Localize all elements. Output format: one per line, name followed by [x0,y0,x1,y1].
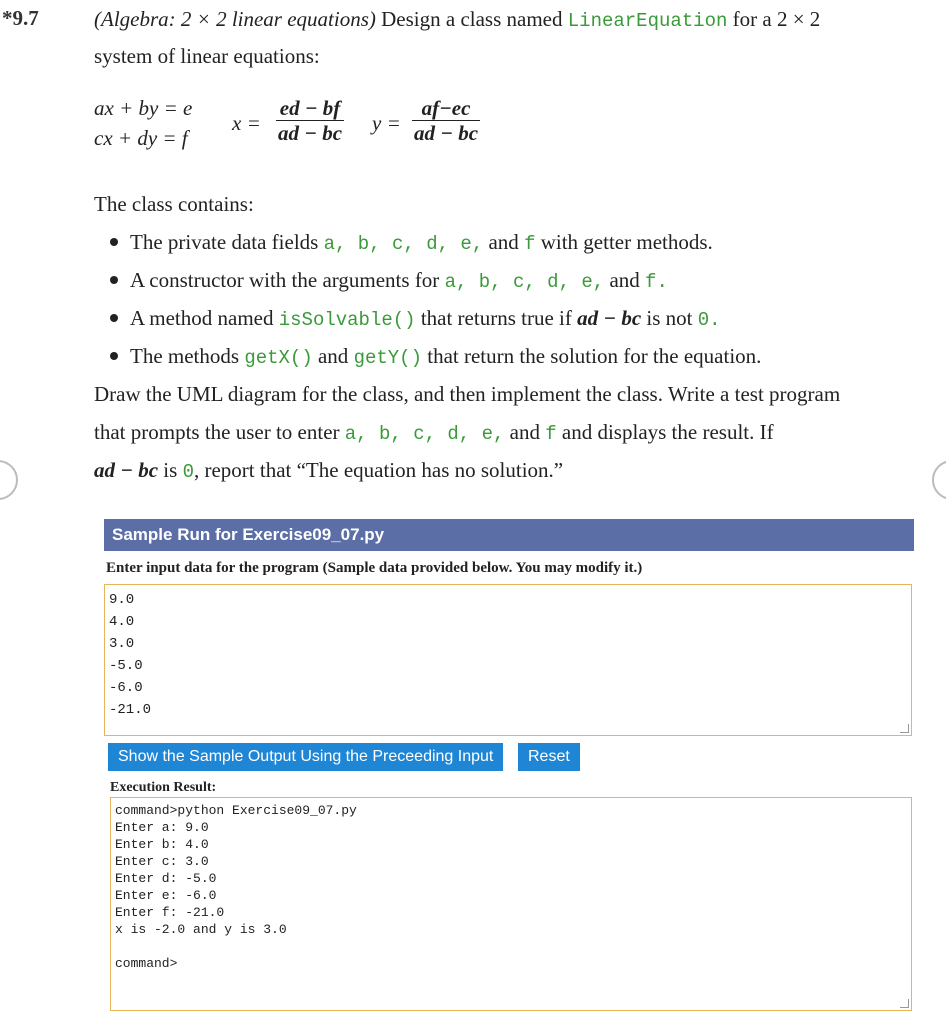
title-end-text: for a 2 × 2 [727,7,821,31]
bullet-3 [110,304,721,334]
b4-code2: getY() [353,347,422,369]
b3-mid: that returns true if [415,306,578,330]
paragraph-line-1: Draw the UML diagram for the class, and then implement the class. Write a test program [94,382,841,406]
paragraph-line-2 [94,418,774,448]
equation-1: ax + by = e [94,96,193,120]
exercise-title-line2: system of linear equations: [94,44,320,68]
show-sample-output-button[interactable]: Show the Sample Output Using the Preceeding Input [108,743,503,771]
b2-code: a, b, c, d, e, [444,271,605,293]
b3-mid2: is not [641,306,698,330]
exercise-title-line [94,5,820,35]
b1-text: The private data fields [130,230,324,254]
input-textarea[interactable]: 9.0 4.0 3.0 -5.0 -6.0 -21.0 [104,584,912,736]
b4-mid: and [312,344,354,368]
b2-text: A constructor with the arguments for [130,268,445,292]
b2-code2: f [645,271,657,293]
p2-code2: f [545,423,557,445]
bullet-1 [110,228,713,258]
class-name-code: LinearEquation [567,10,728,32]
execution-result-label: Execution Result: [110,780,217,795]
p3-code: 0 [182,461,194,483]
b1-post: with getter methods. [535,230,713,254]
contains-label: The class contains: [94,192,254,216]
y-denominator: ad − bc [414,121,479,145]
bullet-dot [110,352,118,360]
b2-mid: and [604,268,646,292]
output-textarea[interactable]: command>python Exercise09_07.py Enter a: 9.0 Enter b: 4.0 Enter c: 3.0 Enter d: -5.0 Enter e: -6.0 Enter f: -21.0 x is -2.0 and y is 3.0 command> [110,797,912,1011]
b3-code: isSolvable() [278,309,416,331]
b1-code: a, b, c, d, e, [323,233,484,255]
exercise-topic: (Algebra: 2 × 2 linear equations) [94,7,376,31]
x-fraction [276,96,344,145]
b4-code: getX() [244,347,313,369]
b3-text: A method named [130,306,279,330]
equation-2: cx + dy = f [94,126,188,150]
title-text: Design a class named [375,7,568,31]
p3-expr: ad − bc [94,458,159,482]
bullet-2 [110,266,668,296]
p2-text: that prompts the user to enter [94,420,345,444]
exercise-number: *9.7 [2,6,39,30]
y-numerator: af−ec [421,96,471,120]
next-page-arrow[interactable] [932,460,946,500]
b2-post: . [656,271,668,293]
prev-page-arrow[interactable] [0,460,18,500]
reset-button[interactable]: Reset [518,743,580,771]
bullet-dot [110,314,118,322]
paragraph-line-3 [94,456,563,486]
p2-code: a, b, c, d, e, [344,423,505,445]
p2-mid: and [504,420,546,444]
bullet-dot [110,276,118,284]
b3-expr: ad − bc [577,306,642,330]
x-numerator: ed − bf [279,96,341,120]
sample-run-header: Sample Run for Exercise09_07.py [104,519,914,551]
b3-post: . [709,309,721,331]
input-instructions: Enter input data for the program (Sample data provided below. You may modify it.) [106,560,643,576]
p3-mid: is [158,458,183,482]
x-label: x = [232,111,261,135]
b4-text: The methods [130,344,245,368]
b1-mid: and [483,230,525,254]
bullet-dot [110,238,118,246]
p3-post: , report that “The equation has no solution.” [193,458,564,482]
y-fraction [412,96,480,145]
bullet-4 [110,342,761,372]
output-resize-handle[interactable] [900,999,909,1008]
b1-code2: f [524,233,536,255]
b3-code2: 0 [697,309,710,331]
input-resize-handle[interactable] [900,724,909,733]
p2-post: and displays the result. If [556,420,774,444]
y-label: y = [372,111,401,135]
b4-post: that return the solution for the equation. [421,344,762,368]
x-denominator: ad − bc [278,121,343,145]
